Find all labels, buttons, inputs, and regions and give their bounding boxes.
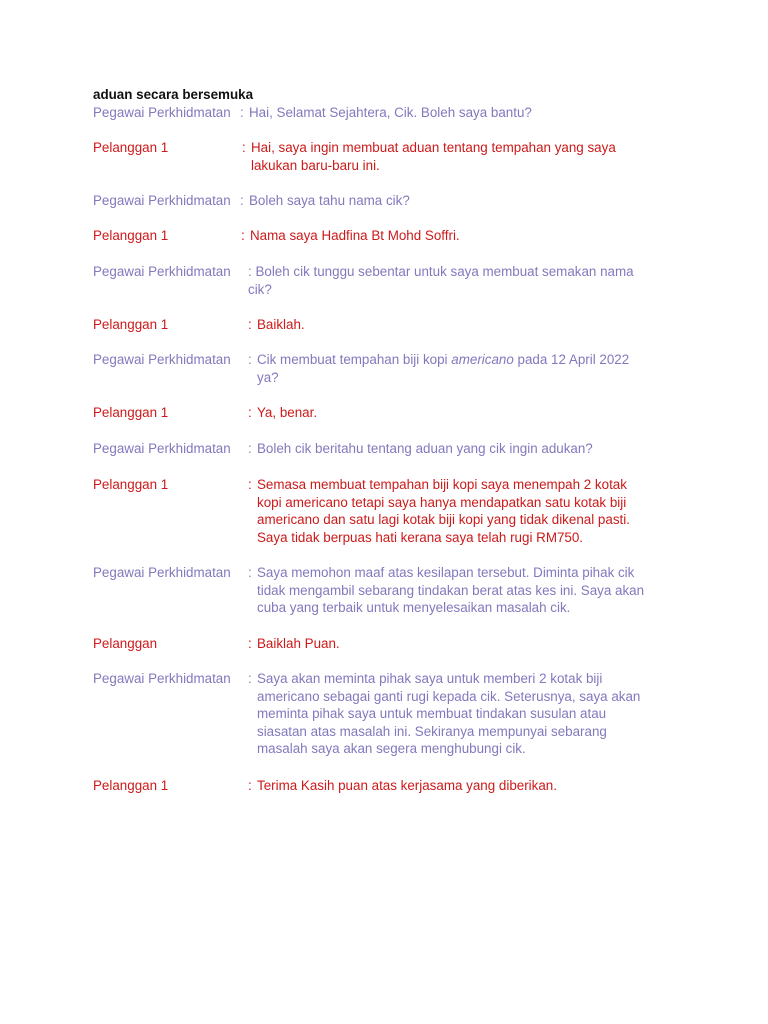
utterance-line: Saya memohon maaf atas kesilapan tersebut. Diminta pihak cik — [257, 565, 635, 580]
utterance-line: cuba yang terbaik untuk menyelesaikan masalah cik. — [257, 600, 571, 615]
utterance — [257, 351, 697, 386]
utterance-line: siasatan atas masalah ini. Sekiranya mempunyai sebarang — [257, 723, 607, 739]
speaker-label: Pelanggan 1 — [93, 477, 169, 492]
utterance-line: Boleh cik beritahu tentang aduan yang cik ingin adukan? — [257, 441, 593, 456]
colon: : — [248, 636, 252, 651]
utterance-line: kopi americano tetapi saya hanya mendapatkan satu kotak biji — [257, 494, 627, 510]
speaker-label: Pelanggan 1 — [93, 778, 169, 793]
utterance — [249, 192, 669, 210]
utterance — [257, 440, 697, 458]
utterance — [257, 476, 697, 546]
utterance-line: masalah saya akan segera menghubungi cik. — [257, 741, 526, 756]
colon: : — [248, 405, 252, 420]
utterance-line — [248, 263, 668, 281]
utterance-line: Terima Kasih puan atas kerjasama yang diberikan. — [257, 778, 557, 793]
colon: : — [248, 477, 252, 492]
utterance-line: meminta pihak saya untuk membuat tindakan susulan atau — [257, 706, 607, 721]
document-title: aduan secara bersemuka — [93, 87, 254, 102]
utterance-text: cik? — [248, 281, 272, 297]
utterance-line: Baiklah. — [257, 317, 305, 332]
utterance — [251, 139, 671, 174]
utterance — [249, 104, 689, 122]
utterance-line: Saya tidak berpuas hati kerana saya telah rugi RM750. — [257, 529, 584, 545]
speaker-label: Pegawai Perkhidmatan — [93, 441, 231, 456]
utterance-line: Ya, benar. — [257, 405, 318, 420]
speaker-label: Pelanggan 1 — [93, 405, 169, 420]
utterance — [250, 227, 670, 245]
utterance — [257, 564, 697, 617]
colon: : — [248, 352, 252, 367]
utterance-line: ya? — [257, 369, 279, 385]
utterance-line: Baiklah Puan. — [257, 636, 340, 651]
utterance-line: Hai, Selamat Sejahtera, Cik. Boleh saya bantu? — [249, 105, 532, 120]
utterance-line — [257, 351, 697, 369]
utterance-text: Boleh cik tunggu sebentar untuk saya membuat semakan nama — [255, 264, 634, 279]
utterance — [257, 777, 697, 795]
colon: : — [248, 671, 252, 686]
utterance-line: Semasa membuat tempahan biji kopi saya menempah 2 kotak — [257, 477, 627, 492]
colon: : — [240, 105, 244, 120]
utterance-line: Nama saya Hadfina Bt Mohd Soffri. — [250, 228, 460, 243]
utterance — [248, 263, 668, 298]
utterance-line — [248, 281, 668, 299]
colon: : — [248, 441, 252, 456]
speaker-label: Pegawai Perkhidmatan — [93, 264, 231, 279]
colon: : — [242, 140, 246, 155]
utterance-text: Cik membuat tempahan biji kopi — [257, 352, 452, 367]
utterance — [257, 670, 697, 758]
speaker-label: Pelanggan 1 — [93, 317, 169, 332]
utterance-line: Saya akan meminta pihak saya untuk memberi 2 kotak biji — [257, 671, 603, 686]
speaker-label: Pelanggan — [93, 636, 158, 651]
speaker-label: Pelanggan 1 — [93, 140, 169, 155]
speaker-label: Pegawai Perkhidmatan — [93, 193, 231, 208]
utterance-line: tidak mengambil sebarang tindakan berat atas kes ini. Saya akan — [257, 582, 645, 598]
speaker-label: Pegawai Perkhidmatan — [93, 671, 231, 686]
utterance-text: pada 12 April 2022 — [513, 352, 630, 367]
utterance — [257, 316, 677, 334]
utterance-line: Boleh saya tahu nama cik? — [249, 193, 410, 208]
colon: : — [248, 565, 252, 580]
colon: : — [241, 228, 245, 243]
speaker-label: Pegawai Perkhidmatan — [93, 352, 231, 367]
speaker-label: Pegawai Perkhidmatan — [93, 105, 231, 120]
utterance — [257, 404, 677, 422]
utterance-line: americano sebagai ganti rugi kepada cik. Seterusnya, saya akan — [257, 688, 641, 704]
speaker-label: Pelanggan 1 — [93, 228, 169, 243]
colon: : — [248, 317, 252, 332]
speaker-label: Pegawai Perkhidmatan — [93, 565, 231, 580]
utterance-line: lakukan baru-baru ini. — [251, 157, 380, 173]
utterance-line: Hai, saya ingin membuat aduan tentang tempahan yang saya — [251, 140, 616, 155]
colon: : — [248, 264, 252, 279]
colon: : — [240, 193, 244, 208]
utterance — [257, 635, 677, 653]
utterance-italic: americano — [451, 352, 514, 367]
utterance-line: americano dan satu lagi kotak biji kopi yang tidak dikenal pasti. — [257, 512, 630, 527]
colon: : — [248, 778, 252, 793]
